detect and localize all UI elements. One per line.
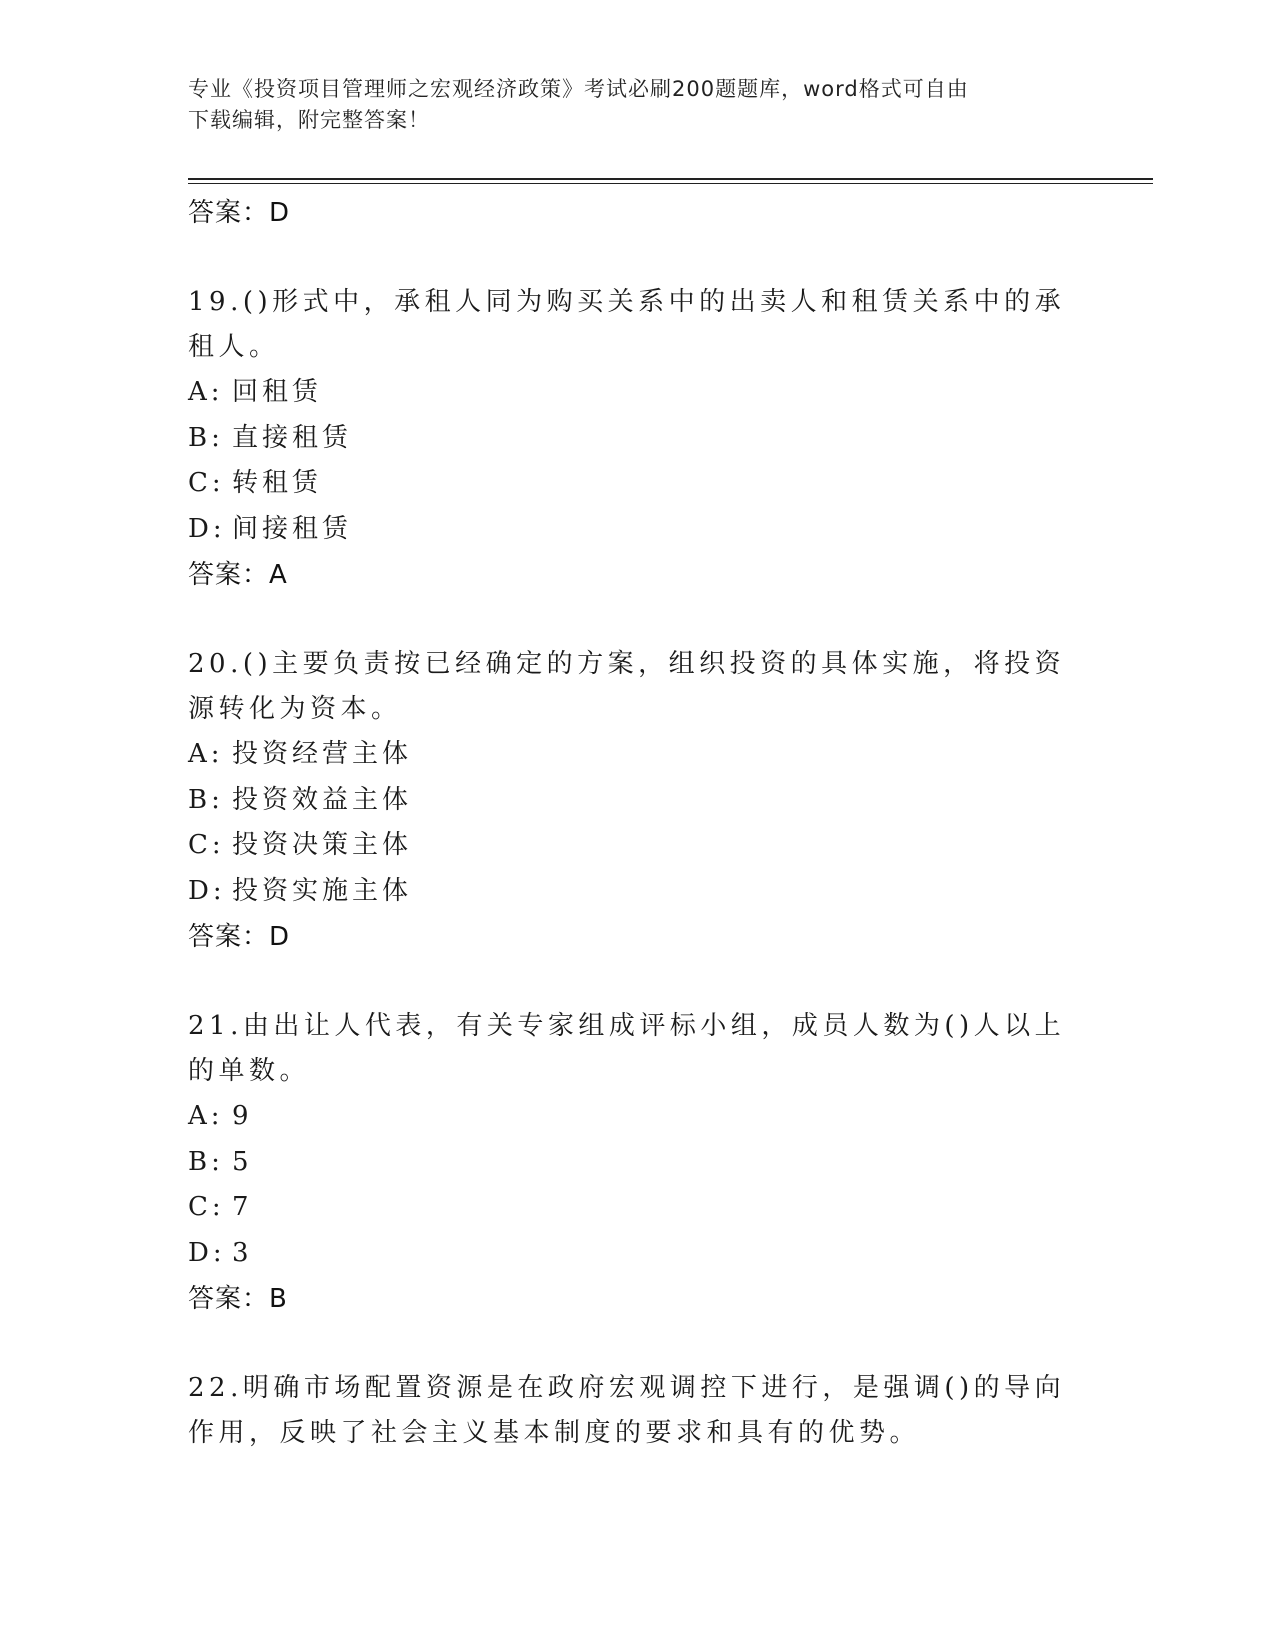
option-key: D: bbox=[188, 513, 226, 544]
option-key: B: bbox=[188, 1146, 224, 1177]
option-d bbox=[188, 1231, 1088, 1277]
option-key: B: bbox=[188, 784, 224, 815]
option-text: 投资效益主体 bbox=[232, 784, 413, 815]
option-a bbox=[188, 732, 1088, 778]
option-key: B: bbox=[188, 422, 224, 453]
option-key: A: bbox=[188, 377, 224, 407]
question-stem: 21.由出让人代表，有关专家组成评标小组，成员人数为()人以上的单数。 bbox=[188, 1011, 1066, 1086]
option-key: D: bbox=[188, 1237, 226, 1268]
option-key: A: bbox=[188, 739, 224, 769]
option-b bbox=[188, 416, 1088, 462]
option-text: 投资经营主体 bbox=[232, 739, 413, 769]
option-key: A: bbox=[188, 1101, 224, 1131]
option-text: 3 bbox=[232, 1237, 253, 1268]
option-key: C: bbox=[188, 830, 225, 860]
header-rule-thin bbox=[188, 183, 1153, 184]
option-text: 9 bbox=[232, 1101, 253, 1131]
option-b bbox=[188, 778, 1088, 824]
option-c bbox=[188, 461, 1088, 507]
header-rule-thick bbox=[188, 178, 1153, 180]
option-a bbox=[188, 1094, 1088, 1140]
option-d bbox=[188, 507, 1088, 553]
answer-line: 答案：D bbox=[188, 198, 291, 228]
option-text: 间接租赁 bbox=[232, 513, 353, 544]
page-header bbox=[188, 74, 1068, 136]
question-21 bbox=[188, 1004, 1088, 1322]
question-stem: 20.()主要负责按已经确定的方案，组织投资的具体实施，将投资源转化为资本。 bbox=[188, 649, 1066, 724]
option-c bbox=[188, 823, 1088, 869]
option-d bbox=[188, 869, 1088, 915]
option-text: 7 bbox=[232, 1192, 253, 1222]
question-20 bbox=[188, 642, 1088, 960]
header-line-1: 专业《投资项目管理师之宏观经济政策》考试必刷200题题库，word格式可自由 bbox=[188, 77, 969, 101]
answer-line: 答案：D bbox=[188, 922, 291, 952]
option-text: 5 bbox=[232, 1146, 253, 1177]
option-a bbox=[188, 370, 1088, 416]
option-text: 直接租赁 bbox=[232, 422, 353, 453]
option-key: D: bbox=[188, 875, 226, 906]
option-text: 回租赁 bbox=[232, 377, 323, 407]
question-stem: 22.明确市场配置资源是在政府宏观调控下进行，是强调()的导向作用，反映了社会主义基本制度的要求和具有的优势。 bbox=[188, 1373, 1066, 1448]
option-text: 投资决策主体 bbox=[232, 830, 413, 860]
option-b bbox=[188, 1140, 1088, 1186]
header-line-2: 下载编辑，附完整答案！ bbox=[188, 108, 430, 132]
answer-line: 答案：B bbox=[188, 1284, 288, 1314]
question-stem: 19.()形式中，承租人同为购买关系中的出卖人和租赁关系中的承租人。 bbox=[188, 287, 1066, 362]
option-text: 投资实施主体 bbox=[232, 875, 413, 906]
option-c bbox=[188, 1185, 1088, 1231]
option-key: C: bbox=[188, 468, 225, 498]
questions-content bbox=[188, 190, 1088, 1456]
question-22 bbox=[188, 1366, 1088, 1456]
option-text: 转租赁 bbox=[232, 468, 323, 498]
answer-line: 答案：A bbox=[188, 560, 288, 590]
option-key: C: bbox=[188, 1192, 225, 1222]
question-19 bbox=[188, 280, 1088, 598]
